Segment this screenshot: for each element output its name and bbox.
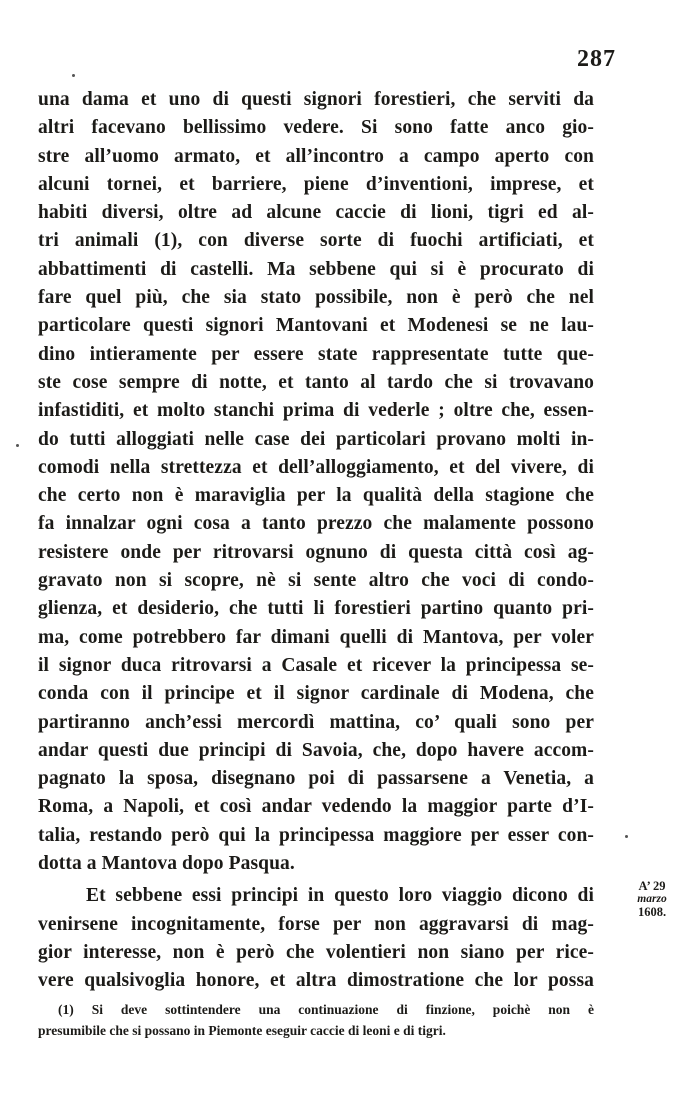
text-line: dino intieramente per essere state rappresentate tutte que- <box>38 343 594 365</box>
footnote-line: (1) Si deve sottintendere una continuazione di finzione, poichè non è <box>58 1002 594 1017</box>
text-line: tri animali (1), con diverse sorte di fuochi artificiati, et <box>38 230 594 252</box>
text-line: dotta a Mantova dopo Pasqua. <box>38 853 295 875</box>
text-line: fa innalzar ogni cosa a tanto prezzo che malamente possono <box>38 513 594 535</box>
margin-note-year: 1608. <box>637 905 667 919</box>
text-line: Roma, a Napoli, et così andar vedendo la maggior parte d’I- <box>38 796 594 818</box>
text-line: do tutti alloggiati nelle case dei particolari provano molti in- <box>38 428 594 450</box>
body-text <box>38 86 594 996</box>
text-line: talia, restando però qui la principessa maggiore per esser con- <box>38 824 594 846</box>
text-line: particolare questi signori Mantovani et Modenesi se ne lau- <box>38 315 594 337</box>
text-line: stre all’uomo armato, et all’incontro a campo aperto con <box>38 145 594 167</box>
margin-note-date: A’ 29 <box>638 879 666 893</box>
text-line: abbattimenti di castelli. Ma sebbene qui si è procurato di <box>38 258 594 280</box>
print-speck <box>625 835 628 838</box>
text-line: ste cose sempre di notte, et tanto al tardo che si trovavano <box>38 371 594 393</box>
text-line: venirsene incognitamente, forse per non aggravarsi di mag- <box>38 913 594 935</box>
text-line: habiti diversi, oltre ad alcune caccie di lioni, tigri ed al- <box>38 202 594 224</box>
text-line: partiranno anch’essi mercordì mattina, co’ quali sono per <box>38 711 594 733</box>
text-line: fare quel più, che sia stato possibile, non è però che nel <box>38 287 594 309</box>
text-line: comodi nella strettezza et dell’alloggiamento, et del vivere, di <box>38 456 594 478</box>
print-speck <box>16 444 19 447</box>
text-line: una dama et uno di questi signori forestieri, che serviti da <box>38 89 594 110</box>
text-line: infastiditi, et molto stanchi prima di vederle ; oltre che, essen- <box>38 400 594 422</box>
print-speck <box>72 74 75 77</box>
margin-note-month: marzo <box>637 893 667 905</box>
margin-note <box>614 880 690 919</box>
text-line: conda con il principe et il signor cardinale di Modena, che <box>38 683 594 705</box>
text-line: glienza, et desiderio, che tutti li forestieri partino quanto pri- <box>38 598 594 620</box>
text-line: resistere onde per ritrovarsi ognuno di questa città così ag- <box>38 541 594 563</box>
text-line: andar questi due principi di Savoia, che, dopo havere accom- <box>38 739 594 761</box>
text-line: altri facevano bellissimo vedere. Si sono fatte anco gio- <box>38 117 594 139</box>
text-line: che certo non è maraviglia per la qualità della stagione che <box>38 485 594 507</box>
text-line: gravato non si scopre, nè si sente altro che voci di condo- <box>38 570 594 592</box>
page-number: 287 <box>577 46 616 72</box>
text-line: Et sebbene essi principi in questo loro viaggio dicono di <box>86 885 594 907</box>
text-line: alcuni tornei, et barriere, piene d’inventioni, imprese, et <box>38 173 594 195</box>
text-line: il signor duca ritrovarsi a Casale et ricever la principessa se- <box>38 654 594 676</box>
footnote-line: presumibile che si possano in Piemonte eseguir caccie di leoni e di tigri. <box>38 1023 446 1038</box>
text-line: vere qualsivoglia honore, et altra dimostratione che lor possa <box>38 970 594 992</box>
footnote <box>38 999 594 1041</box>
text-line: gior interesse, non è però che volentieri non siano per rice- <box>38 941 594 963</box>
text-line: pagnato la sposa, disegnano poi di passarsene a Venetia, a <box>38 768 594 790</box>
text-line: ma, come potrebbero far dimani quelli di Mantova, per voler <box>38 626 594 648</box>
